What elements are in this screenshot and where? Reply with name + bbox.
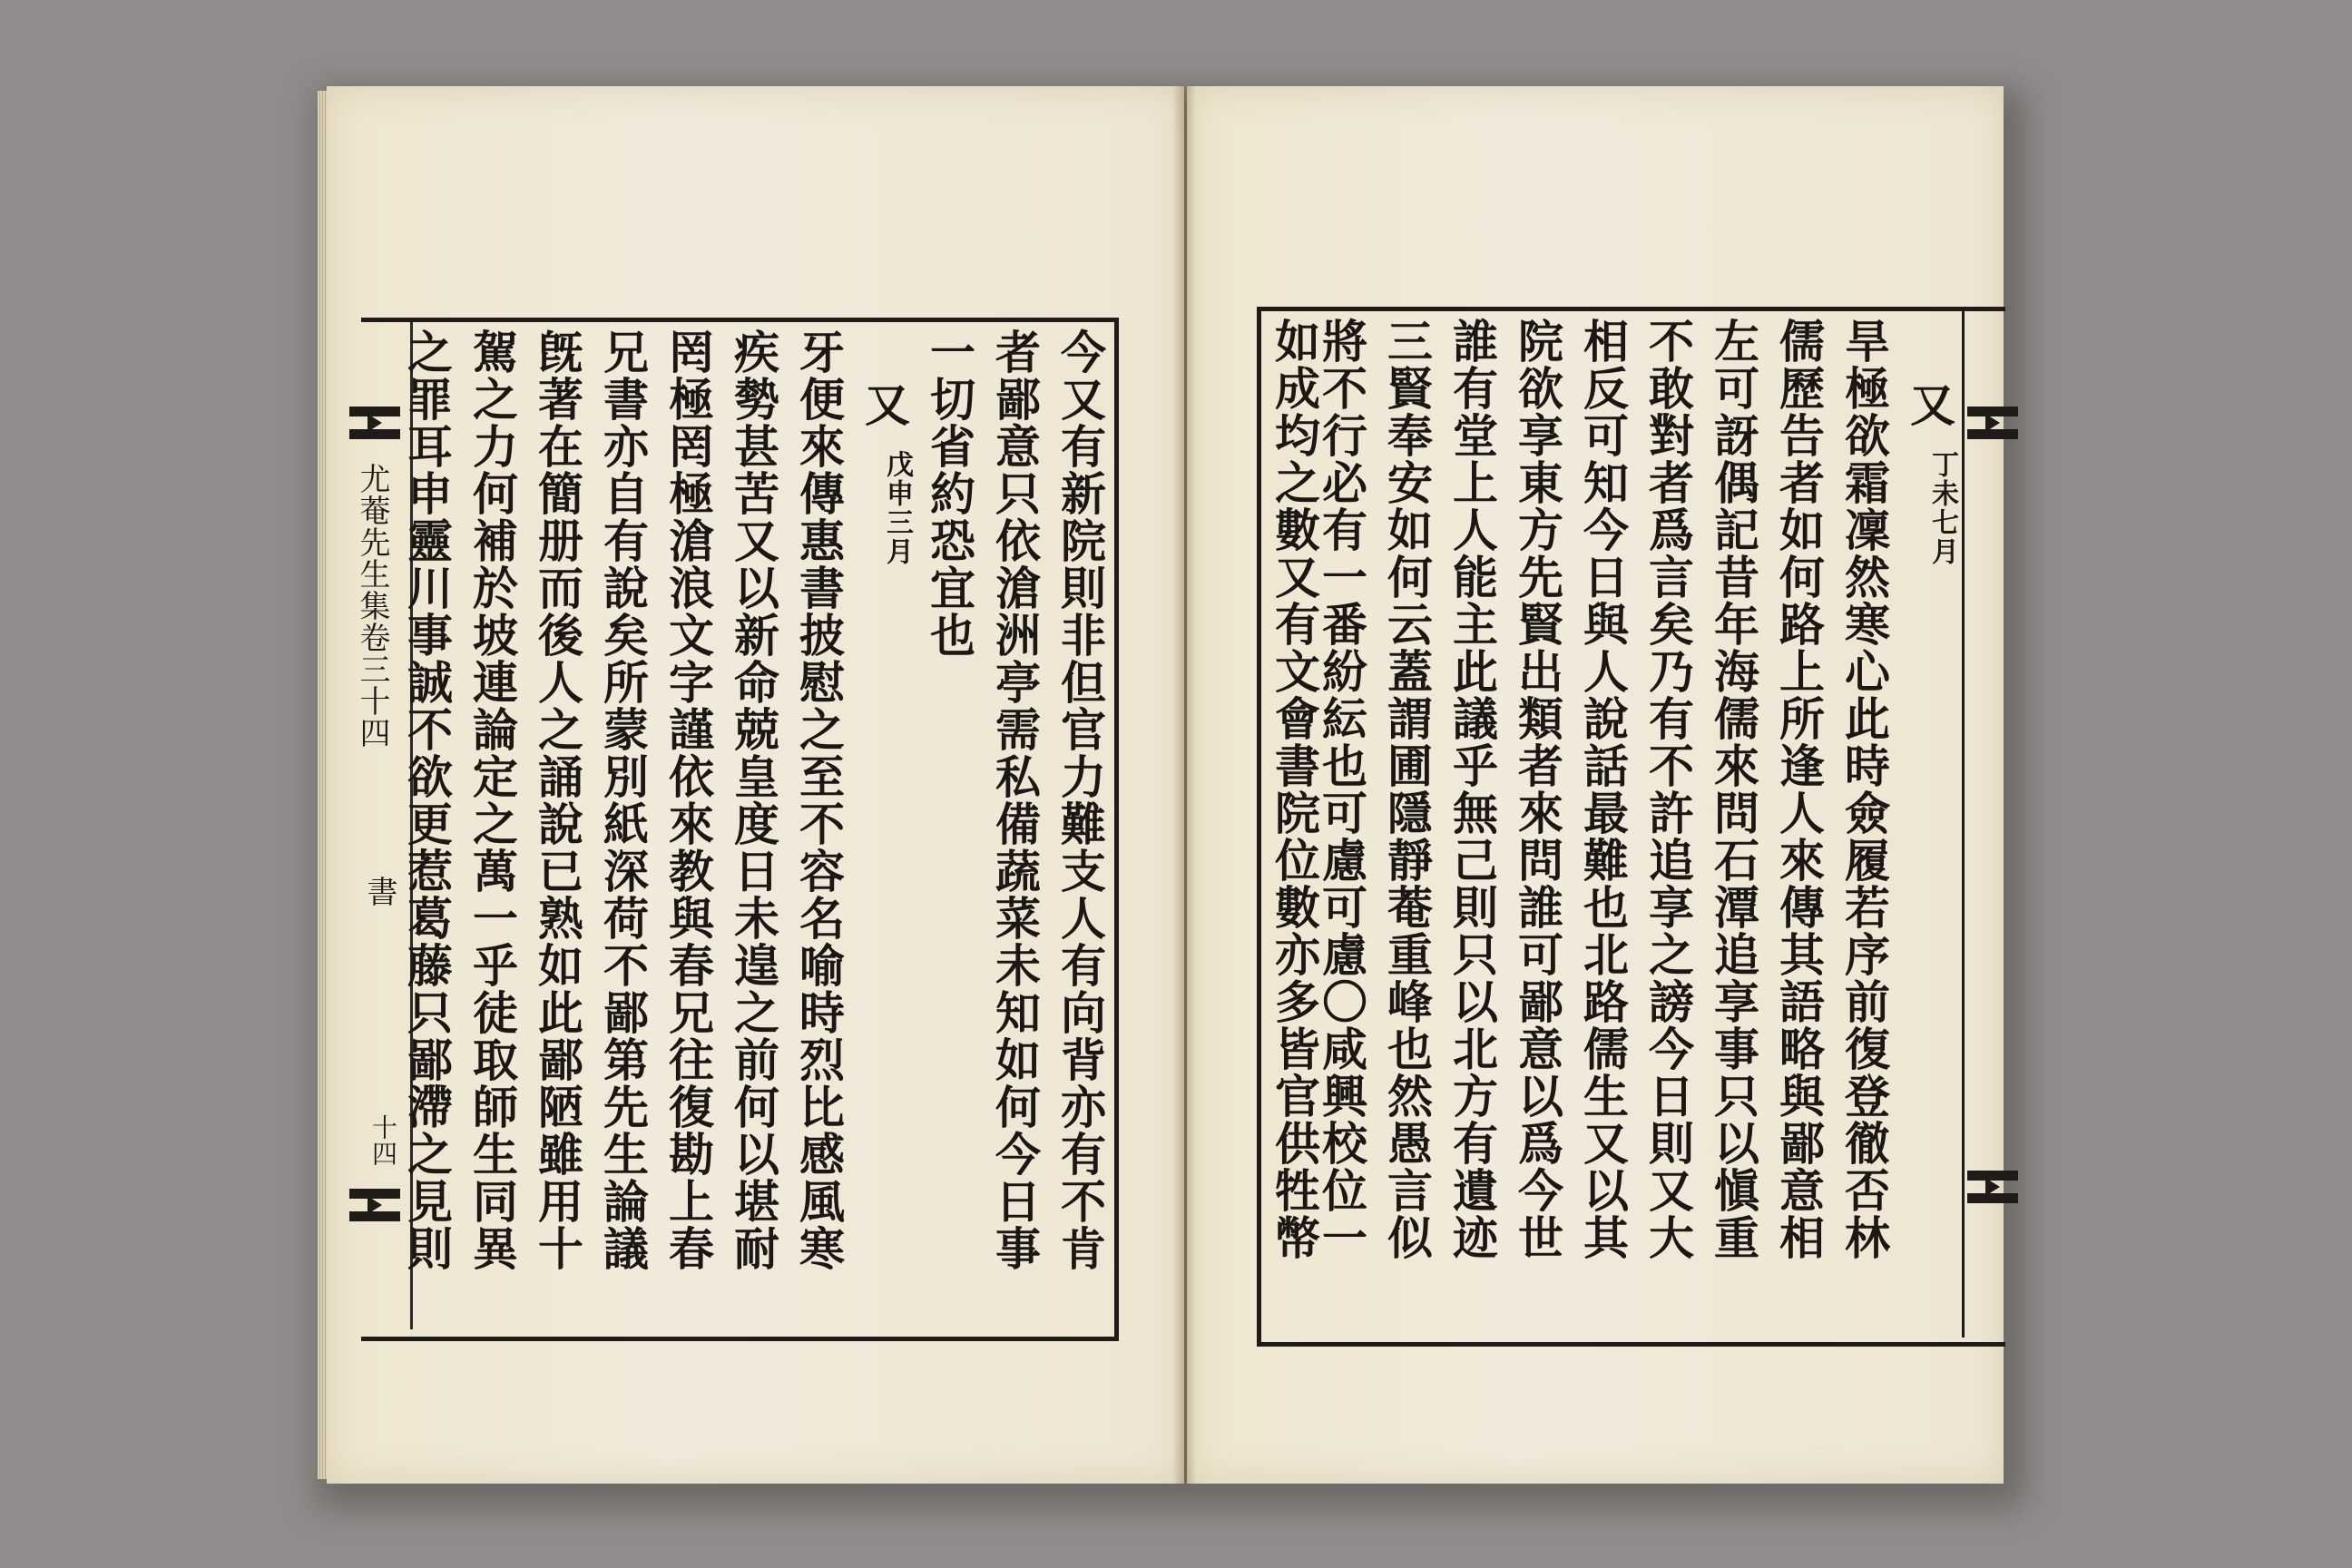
text-column: 誰有堂上人能主此議乎無己則只以北方有遺迹	[1446, 318, 1499, 1261]
fish-tail-mark-bottom	[349, 1189, 400, 1221]
text-column: 院欲享東方先賢出類者來問誰可鄙意以爲今世	[1511, 318, 1564, 1261]
text-column: 將不行必有一番紛紜也可慮可慮〇咸興校位一	[1315, 318, 1368, 1261]
fish-tail-mark-top	[349, 407, 400, 439]
text-column: 駕之力何補於坡連論定之萬一乎徒取師生同異	[466, 328, 519, 1272]
right-fish-tail-mark-top	[1967, 407, 2018, 439]
text-column: 一切省約恐宜也	[923, 328, 976, 659]
text-column: 儒歷告者如何路上所逢人來傳其語略與鄙意相	[1772, 318, 1826, 1261]
text-column: 兄書亦自有說矣所蒙別紙深荷不鄙第先生論議	[596, 328, 650, 1272]
text-column: 疾勢甚苦又以新命兢皇度日未遑之前何以堪耐	[727, 328, 780, 1272]
text-column: 罔極罔極滄浪文字謹依來教與春兄往復勘上春	[662, 328, 715, 1272]
letter-heading: 又	[858, 381, 911, 428]
text-column: 之罪耳申靈川事誠不欲更惹葛藤只鄙滯之見則	[400, 328, 454, 1272]
book-title: 尤菴先生集卷三十四	[354, 463, 390, 749]
letter-heading: 又	[1903, 381, 1956, 428]
text-column: 旣著在簡册而後人之誦說已熟如此鄙陋雖用十	[531, 328, 584, 1272]
text-column: 今又有新院則非但官力難支人有向背亦有不肯	[1054, 328, 1107, 1272]
text-column: 不敢對者爲言矣乃有不許追享之謗今日則又大	[1642, 318, 1695, 1261]
text-column: 相反可知今日與人說話最難也北路儒生又以其	[1576, 318, 1630, 1261]
leaf-number: 十四	[368, 1114, 398, 1167]
text-column: 左可訝偶記昔年海儒來問石潭追享事只以愼重	[1707, 318, 1760, 1261]
category-label: 書	[361, 876, 397, 907]
text-column: 旱極欲霜凜然寒心此時僉履若序前復登徹否林	[1838, 318, 1891, 1261]
text-column: 如成均之數又有文會書院位數亦多皆官供牲幣	[1268, 318, 1321, 1261]
right-text-frame	[1257, 307, 2005, 1347]
text-column: 者鄙意只依滄洲亭需私備蔬菜未知如何今日事	[988, 328, 1042, 1272]
right-fish-tail-mark-bottom	[1967, 1171, 2018, 1203]
text-column: 牙便來傳惠書披慰之至不容名喻時烈比感風寒	[792, 328, 846, 1272]
letter-date: 戊申三月	[881, 450, 913, 566]
letter-date: 丁未七月	[1926, 450, 1958, 566]
gutter	[1172, 86, 1196, 1484]
text-column: 三賢奉安如何云蓋謂圃隱靜菴重峰也然愚言似	[1380, 318, 1434, 1261]
